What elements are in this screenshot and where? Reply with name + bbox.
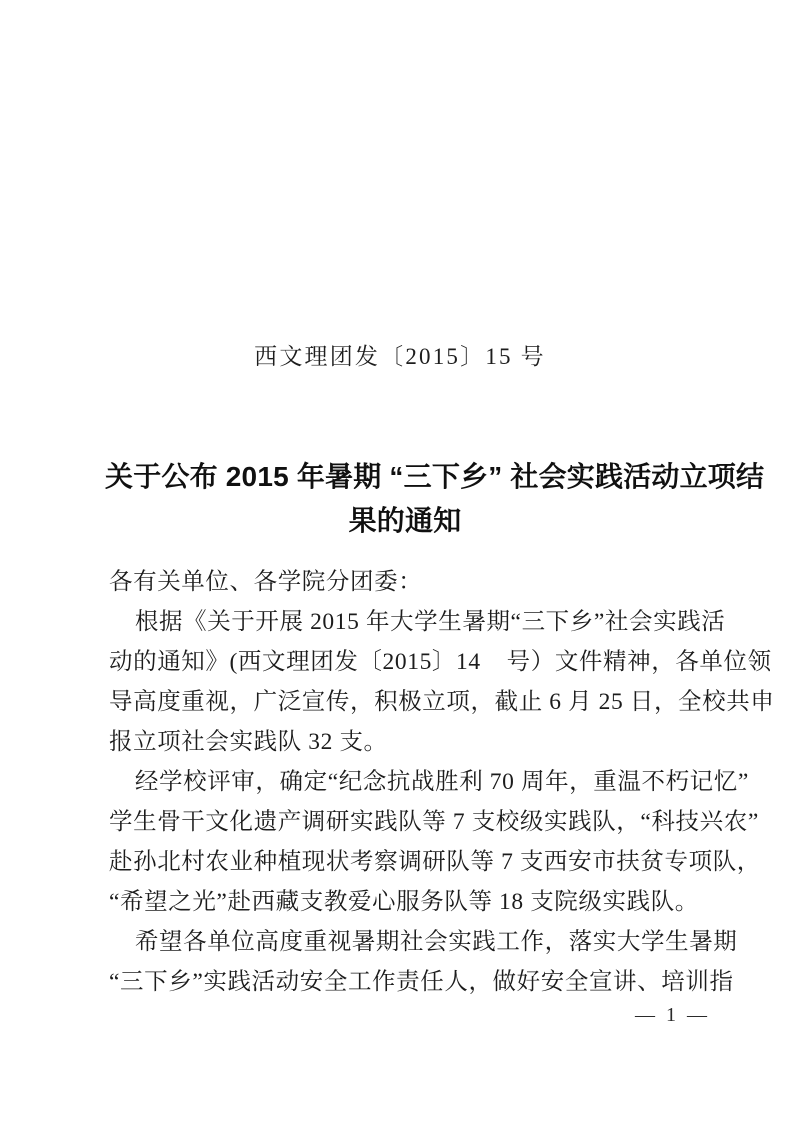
body-line-7: 赴孙北村农业种植现状考察调研队等 7 支西安市扶贫专项队， bbox=[109, 849, 761, 875]
body-line-4: 报立项社会实践队 32 支。 bbox=[109, 729, 388, 755]
document-body bbox=[109, 562, 775, 1002]
page-title-line-1: 关于公布 2015 年暑期 “三下乡” 社会实践活动立项结 bbox=[105, 461, 765, 492]
body-line-9: 希望各单位高度重视暑期社会实践工作，落实大学生暑期 bbox=[109, 929, 738, 955]
body-line-3: 导高度重视，广泛宣传，积极立项，截止 6 月 25 日，全校共申 bbox=[109, 689, 775, 715]
page-title bbox=[105, 455, 765, 543]
page-number-footer: — 1 — bbox=[635, 1004, 710, 1026]
body-line-5: 经学校评审，确定“纪念抗战胜利 70 周年，重温不朽记忆” bbox=[109, 769, 749, 795]
body-line-8: “希望之光”赴西藏支教爱心服务队等 18 支院级实践队。 bbox=[109, 889, 699, 915]
page-title-line-2: 果的通知 bbox=[348, 505, 462, 536]
document-number: 西文理团发〔2015〕15 号 bbox=[254, 344, 546, 369]
body-line-1: 根据《关于开展 2015 年大学生暑期“三下乡”社会实践活 bbox=[109, 609, 726, 635]
body-line-10: “三下乡”实践活动安全工作责任人，做好安全宣讲、培训指 bbox=[109, 969, 734, 995]
body-line-6: 学生骨干文化遗产调研实践队等 7 支校级实践队，“科技兴农” bbox=[109, 809, 759, 835]
body-line-2: 动的通知》(西文理团发〔2015〕14 号）文件精神，各单位领 bbox=[109, 649, 772, 675]
body-line-salutation: 各有关单位、各学院分团委： bbox=[109, 569, 423, 595]
